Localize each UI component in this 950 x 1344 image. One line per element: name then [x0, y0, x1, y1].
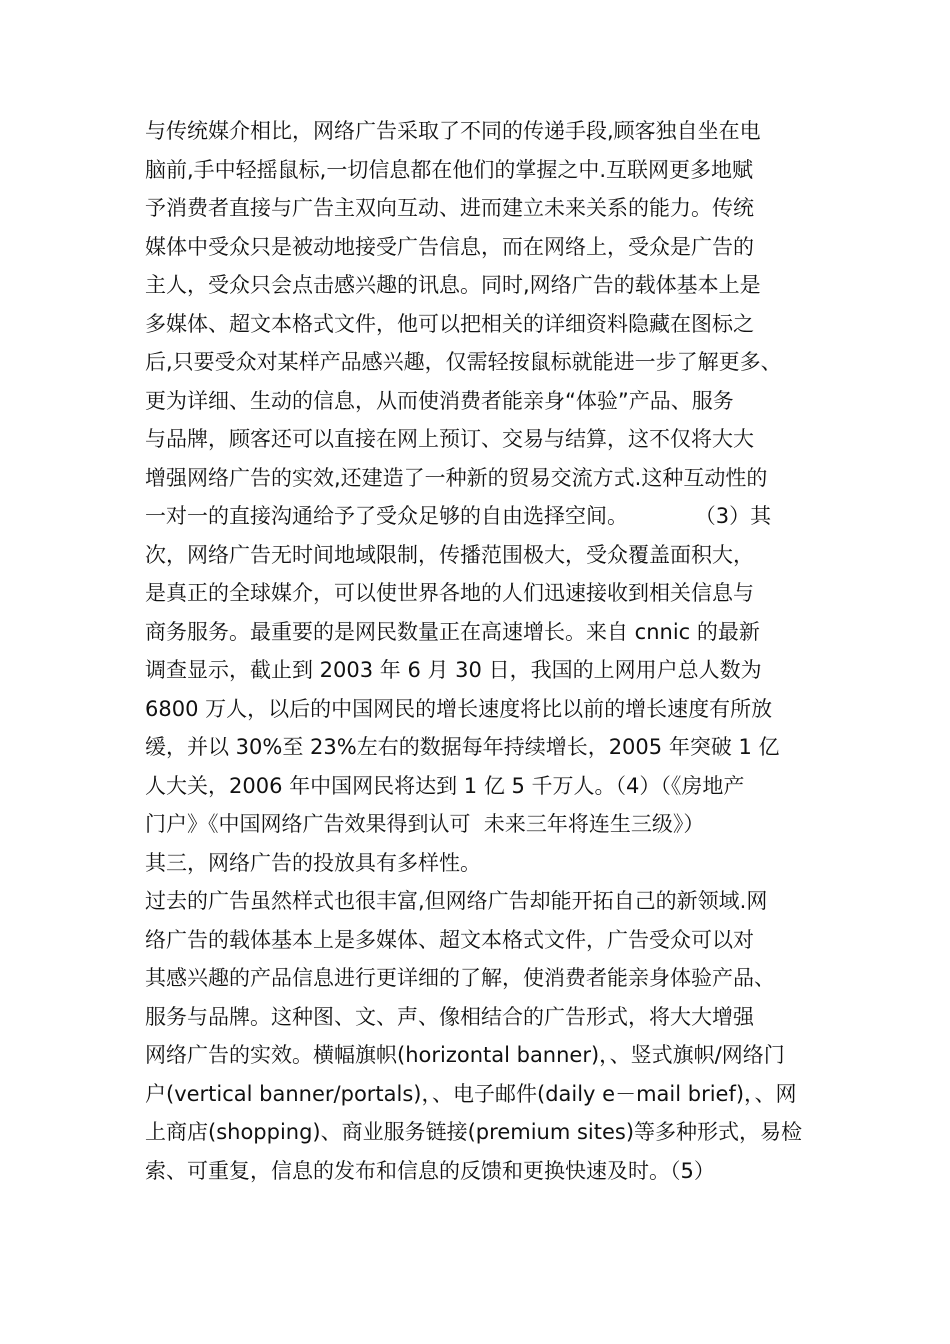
text-line: 6800 万人，以后的中国网民的增长速度将比以前的增长速度有所放: [145, 696, 773, 721]
text-line: 主人，受众只会点击感兴趣的讯息。同时,网络广告的载体基本上是: [145, 273, 761, 297]
text-line: 脑前,手中轻摇鼠标,一切信息都在他们的掌握之中.互联网更多地赋: [145, 157, 754, 182]
text-line: 更为详细、生动的信息，从而使消费者能亲身“体验”产品、服务: [145, 388, 734, 413]
text-line: 索、可重复，信息的发布和信息的反馈和更换快速及时。（5）: [145, 1158, 715, 1183]
text-line: 调查显示，截止到 2003 年 6 月 30 日，我国的上网用户总人数为: [145, 658, 762, 682]
text-line: 媒体中受众只是被动地接受广告信息，而在网络上，受众是广告的: [145, 234, 754, 259]
text-line: 商务服务。最重要的是网民数量正在高速增长。来自 cnnic 的最新: [145, 619, 760, 644]
text-line: 是真正的全球媒介，可以使世界各地的人们迅速接收到相关信息与: [145, 581, 754, 605]
text-line: 缓，并以 30%至 23%左右的数据每年持续增长，2005 年突破 1 亿: [145, 735, 780, 759]
text-line: 门户》《中国网络广告效果得到认可 未来三年将连生三级》）: [145, 812, 705, 836]
text-line: 其感兴趣的产品信息进行更详细的了解，使消费者能亲身体验产品、: [145, 966, 775, 990]
text-line: 一对一的直接沟通给予了受众足够的自由选择空间。 （3）其: [145, 504, 772, 528]
text-line: 服务与品牌。这种图、文、声、像相结合的广告形式，将大大增强: [145, 1004, 754, 1029]
text-line: 其三，网络广告的投放具有多样性。: [145, 850, 481, 875]
text-line: 上商店(shopping)、商业服务链接(premium sites)等多种形式，易检: [145, 1120, 803, 1144]
text-line: 多媒体、超文本格式文件，他可以把相关的详细资料隐藏在图标之: [145, 311, 754, 336]
text-line: 与品牌，顾客还可以直接在网上预订、交易与结算，这不仅将大大: [145, 427, 754, 451]
text-line: 人大关，2006 年中国网民将达到 1 亿 5 千万人。（4）（《房地产: [145, 773, 745, 798]
text-line: 予消费者直接与广告主双向互动、进而建立未来关系的能力。传统: [145, 196, 754, 220]
text-line: 络广告的载体基本上是多媒体、超文本格式文件，广告受众可以对: [145, 927, 754, 952]
text-line: 过去的广告虽然样式也很丰富,但网络广告却能开拓自己的新领域.网: [145, 889, 768, 913]
text-line: 次，网络广告无时间地域限制，传播范围极大，受众覆盖面积大，: [145, 542, 754, 567]
text-line: 增强网络广告的实效,还建造了一种新的贸易交流方式.这种互动性的: [145, 465, 768, 490]
text-line: 网络广告的实效。横幅旗帜(horizontal banner)，、竖式旗帜/网络门: [145, 1043, 785, 1067]
text-line: 户(vertical banner/portals)，、电子邮件(daily e－mail brief)，、网: [145, 1081, 797, 1106]
text-line: 与传统媒介相比，网络广告采取了不同的传递手段,顾客独自坐在电: [145, 119, 761, 143]
body-text: [145, 112, 845, 1190]
text-line: 后,只要受众对某样产品感兴趣，仅需轻按鼠标就能进一步了解更多、: [145, 350, 782, 374]
